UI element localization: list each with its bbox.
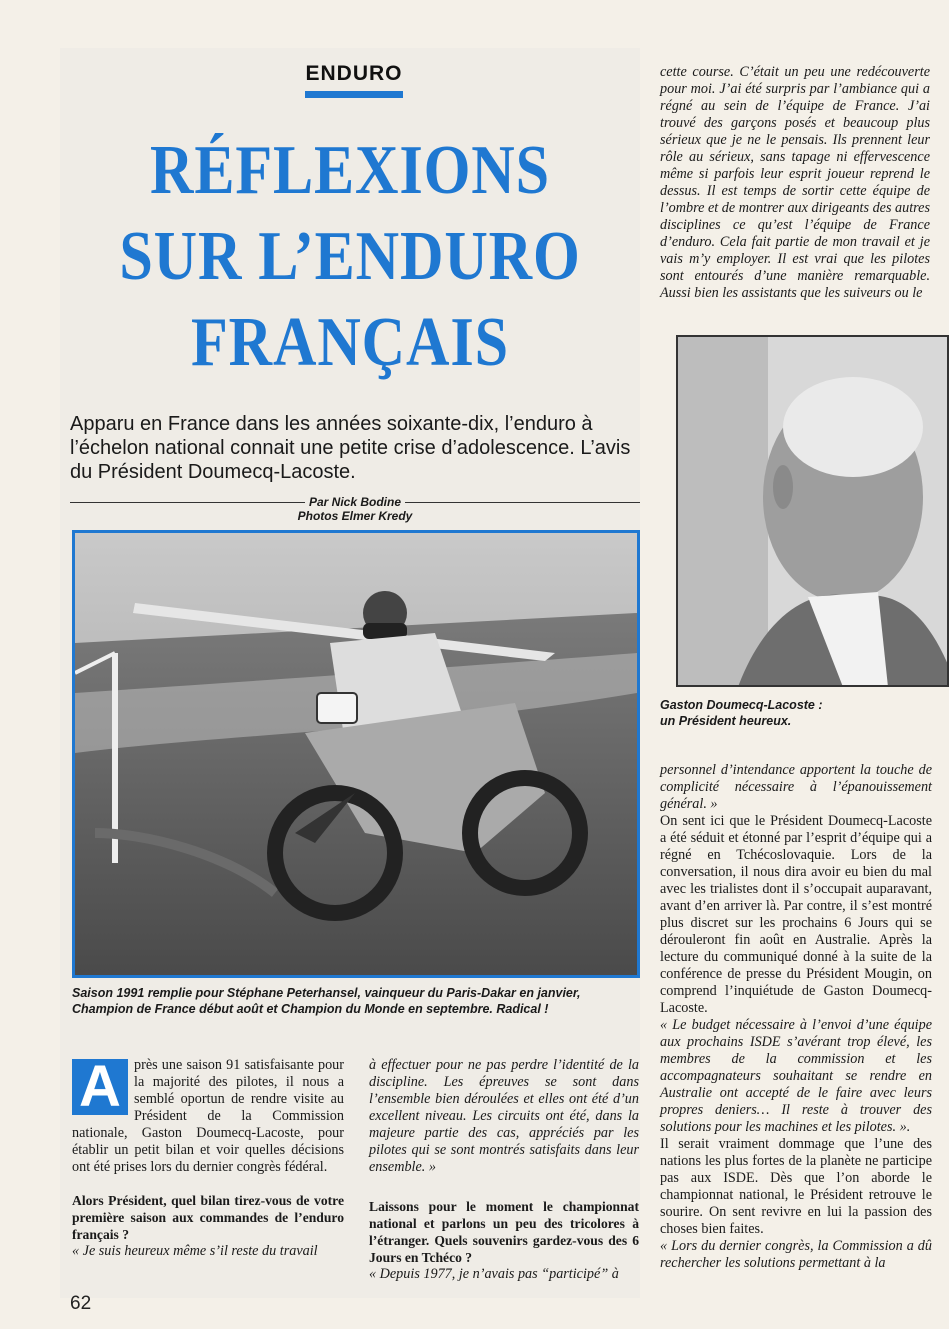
col3-quote-end: personnel d’intendance apportent la touche de complicité nécessaire à l’épanouissement général. » (660, 762, 932, 812)
answer-1-cont: à effectuer pour ne pas perdre l’identité de la discipline. Les épreuves se sont dans l’ensemble bien déroulées et elles ont été d’un excellent niveau. Les circuits ont été, dans la majeure partie des cas, appréciés par les pilotes qui se sont montrés satisfaits dans leur ensemble. » (369, 1057, 639, 1175)
kicker-underline (305, 91, 403, 98)
main-photo (72, 530, 640, 978)
question-1: Alors Président, quel bilan tirez-vous de votre première saison aux commandes de l’enduro français ? (72, 1193, 344, 1242)
question-2: Laissons pour le moment le championnat national et parlons un peu des tricolores à l’étranger. Quels souvenirs gardez-vous des 6 Jours en Tchéco ? (369, 1199, 639, 1265)
col3-para: On sent ici que le Président Doumecq-Lacoste a été séduit et étonné par l’esprit d’équipe qui a régné en Tchécoslovaquie. Lors de la conversation, il nous dira avoir eu bien du mal avec les trialistes dont il s’occupait auparavant, avant d’en arriver là. Par contre, il s’est montré plus discret sur les prochains 6 Jours qui se dérouleront fin août en Australie. Après la lecture du communiqué donné à la suite de la conférence de presse du Président Mougin, on comprend l’inquiétude de Gaston Doumecq-Lacoste. (660, 813, 932, 1016)
portrait-caption (660, 697, 940, 729)
col3-quote-2: « Le budget nécessaire à l’envoi d’une équipe aux prochains ISDE s’avérant trop élevé, les membres de la commission et les accompagnateurs souhaitant se rendre en Australie ont accepté de le faire avec leurs propres deniers… Il reste à trouver des solutions pour les machines et les pilotes. ». (660, 1017, 932, 1135)
portrait-caption-line-1: Gaston Doumecq-Lacoste : (660, 698, 823, 712)
headline-line-2: SUR L’ENDURO (119, 218, 581, 295)
column-3-top: cette course. C’était un peu une redécouverte pour moi. J’ai été surpris par l’ambiance qui a régné au sein de l’équipe de France. J’ai trouvé des garçons posés et beaucoup plus sérieux que je ne le pensais. Ils prennent leur rôle au sérieux, sans tapage ni effervescence même si parfois leur esprit joueur reprend le dessus. Il est temps de sortir cette équipe de l’ombre et de montrer aux dirigeants des autres disciplines ce qu’est l’équipe de France d’enduro. Cela fait partie de mon travail et je vais m’y employer. Il est vrai que les pilotes sont entourés d’une manière remarquable. Aussi bien les assistants que les suiveurs ou le (660, 64, 930, 301)
intro-standfirst: Apparu en France dans les années soixante-dix, l’enduro à l’échelon national connait une petite crise d’adolescence. L’avis du Président Doumecq-Lacoste. (70, 413, 631, 483)
answer-2-start: « Depuis 1977, je n’avais pas “participé” à (369, 1266, 619, 1282)
headline-line-3: FRANÇAIS (191, 304, 509, 381)
enduro-rider-photo (75, 533, 637, 975)
byline-photos: Photos Elmer Kredy (297, 509, 413, 523)
answer-1-start: « Je suis heureux même s’il reste du travail (72, 1243, 318, 1259)
page-number: 62 (70, 1293, 92, 1314)
col3-para-2: Il serait vraiment dommage que l’une des nations les plus fortes de la planète ne participe pas aux ISDE. Dès que l’on aborde le championnat national, le Président retrouve le sourire. On sent revivre en lui la passion des choses bien faites. (660, 1136, 932, 1237)
byline-author: Par Nick Bodine (305, 495, 405, 509)
col1-para-1: près une saison 91 satisfaisante pour la majorité des pilotes, il nous a semblé oportun de rendre visite au Président de la Commission nationale, Gaston Doumecq-Lacoste, pour établir un petit bilan et voir quelles décisions ont été prises lors du dernier congrès fédéral. (72, 1057, 344, 1175)
column-2 (369, 1057, 639, 1283)
portrait-photo (676, 335, 949, 687)
col3-quote-3: « Lors du dernier congrès, la Commission a dû rechercher les solutions permettant à la (660, 1238, 932, 1271)
headline-line-1: RÉFLEXIONS (149, 132, 550, 209)
main-photo-caption: Saison 1991 remplie pour Stéphane Peterhansel, vainqueur du Paris-Dakar en janvier, Champion de France début août et Champion du Monde en septembre. Radical ! (72, 986, 581, 1016)
portrait-illustration (678, 337, 949, 687)
portrait-caption-line-2: un Président heureux. (660, 714, 792, 728)
drop-cap: A (72, 1059, 128, 1115)
headline (101, 128, 600, 386)
column-3-bottom (660, 762, 932, 1272)
section-kicker: ENDURO (305, 62, 403, 85)
byline (70, 495, 640, 523)
column-1 (72, 1054, 344, 1260)
